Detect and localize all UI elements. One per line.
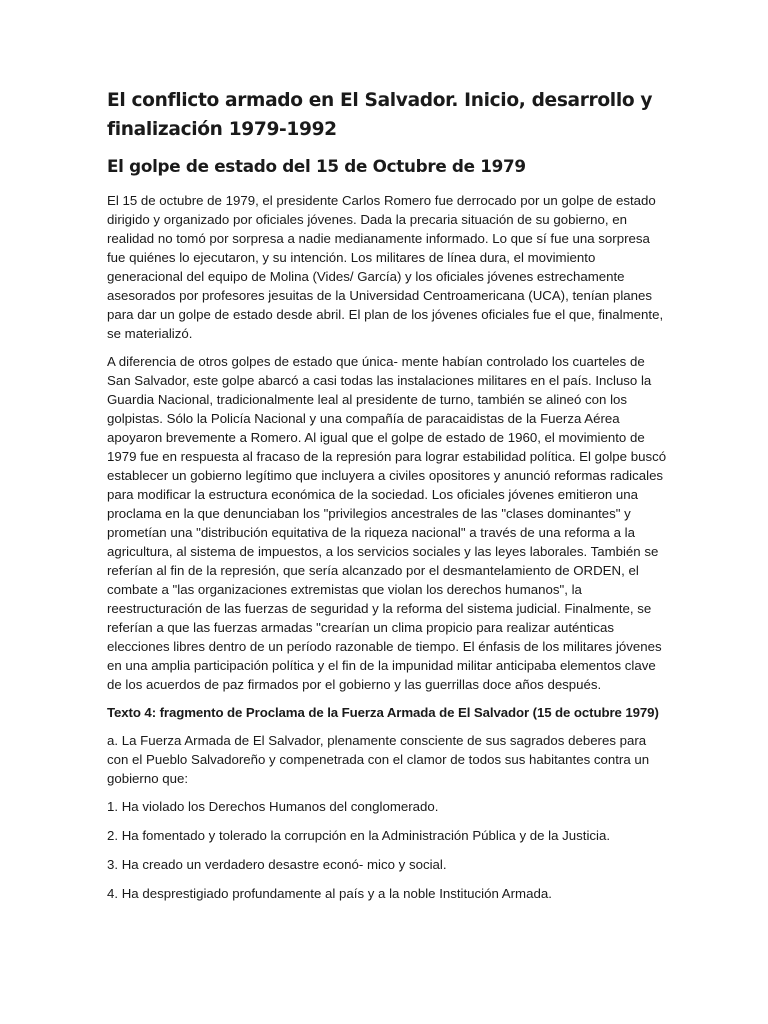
list-item: 1. Ha violado los Derechos Humanos del conglomerado. — [107, 799, 439, 814]
proclamation-list — [107, 797, 667, 903]
section-subtitle: El golpe de estado del 15 de Octubre de 1979 — [107, 156, 526, 176]
list-item: 2. Ha fomentado y tolerado la corrupción en la Administración Pública y de la Justicia. — [107, 828, 611, 843]
list-item: 4. Ha desprestigiado profundamente al país y a la noble Institución Armada. — [107, 886, 552, 901]
document-title: El conflicto armado en El Salvador. Inicio, desarrollo y finalización 1979-1992 — [107, 90, 653, 140]
list-item: 3. Ha creado un verdadero desastre econó- mico y social. — [107, 857, 447, 872]
text4-heading: Texto 4: fragmento de Proclama de la Fuerza Armada de El Salvador (15 de octubre 1979) — [107, 705, 659, 720]
paragraph-1: El 15 de octubre de 1979, el presidente Carlos Romero fue derrocado por un golpe de estado dirigido y organizado por oficiales jóvenes. Dada la precaria situación de su gobierno, en realidad no tomó por sorpresa a nadie medianamente informado. Lo que sí fue una sorpresa fue quiénes lo ejecutaron, y su intención. Los militares de línea dura, el movimiento generacional del equipo de Molina (Vides/ García) y los oficiales jóvenes estrechamente asesorados por profesores jesuitas de la Universidad Centroamericana (UCA), tenían planes para dar un golpe de estado desde abril. El plan de los jóvenes oficiales fue el que, finalmente, se materializó. — [107, 193, 664, 341]
text4-intro: a. La Fuerza Armada de El Salvador, plenamente consciente de sus sagrados deberes para con el Pueblo Salvadoreño y compenetrada con el clamor de todos sus habitantes contra un gobierno que: — [107, 733, 650, 786]
document-page — [107, 86, 667, 913]
paragraph-2: A diferencia de otros golpes de estado que única- mente habían controlado los cuarteles de San Salvador, este golpe abarcó a casi todas las instalaciones militares en el país. Incluso la Guardia Nacional, tradicionalmente leal al presidente de turno, también se alineó con los golpistas. Sólo la Policía Nacional y una compañía de paracaidistas de la Fuerza Aérea apoyaron brevemente a Romero. Al igual que el golpe de estado de 1960, el movimiento de 1979 fue en respuesta al fracaso de la represión para lograr estabilidad política. El golpe buscó establecer un gobierno legítimo que incluyera a civiles opositores y anunció reformas radicales para modificar la estructura económica de la sociedad. Los oficiales jóvenes emitieron una proclama en la que denunciaban los "privilegios ancestrales de las "clases dominantes" y prometían una "distribución equitativa de la riqueza nacional" a través de una reforma a la agricultura, al sistema de impuestos, a los servicios sociales y las leyes laborales. También se referían al fin de la represión, que sería alcanzado por el desmantelamiento de ORDEN, el combate a "las organizaciones extremistas que violan los derechos humanos", la reestructuración de las fuerzas de seguridad y la reforma del sistema judicial. Finalmente, se referían a que las fuerzas armadas "crearían un clima propicio para realizar auténticas elecciones libres dentro de un período razonable de tiempo. El énfasis de los militares jóvenes en una amplia participación política y el fin de la impunidad militar anticipaba elementos clave de los acuerdos de paz firmados por el gobierno y las guerrillas doce años después. — [107, 354, 667, 692]
